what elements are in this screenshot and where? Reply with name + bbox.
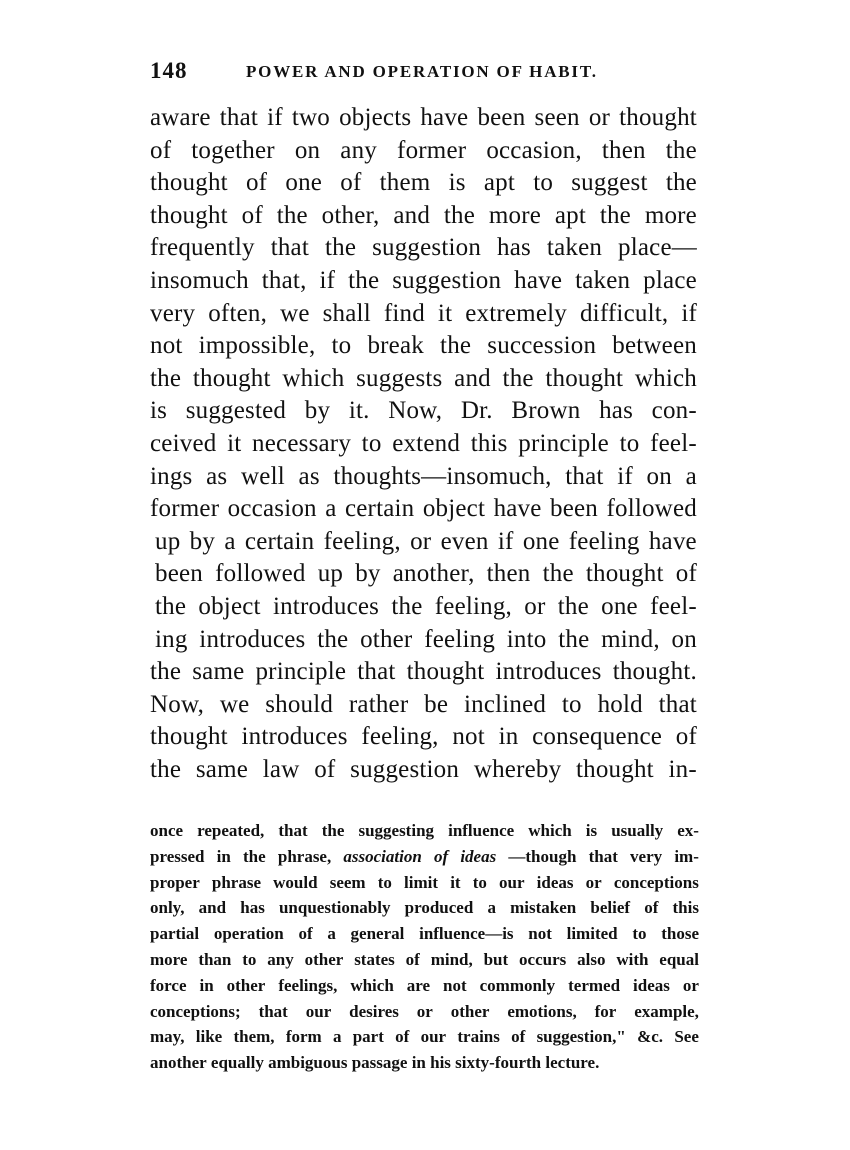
footnote-line: another equally ambiguous passage in his sixty-fourth lecture. xyxy=(150,1053,600,1073)
footnote-line: partial operation of a general influence—is not limited to those xyxy=(150,924,699,944)
body-line: not impossible, to break the succession between xyxy=(150,332,697,360)
body-line: thought of the other, and the more apt the more xyxy=(150,201,697,229)
body-line: is suggested by it. Now, Dr. Brown has con- xyxy=(150,397,697,425)
footnote-line: only, and has unquestionably produced a mistaken belief of this xyxy=(150,898,699,918)
body-line: frequently that the suggestion has taken place— xyxy=(150,234,697,262)
body-line: very often, we shall find it extremely difficult, if xyxy=(150,299,697,327)
footnote-line: force in other feelings, which are not commonly termed ideas or xyxy=(150,975,699,995)
body-line: ings as well as thoughts—insomuch, that if on a xyxy=(150,462,697,490)
body-line: been followed up by another, then the thought of xyxy=(155,560,697,588)
body-line: Now, we should rather be inclined to hold that xyxy=(150,690,697,718)
body-line: up by a certain feeling, or even if one feeling have xyxy=(155,527,697,555)
footnote-line: more than to any other states of mind, but occurs also with equal xyxy=(150,950,699,969)
footnote-line: may, like them, form a part of our trains of suggestion," &c. See xyxy=(150,1027,699,1047)
footnote-line: conceptions; that our desires or other emotions, for example, xyxy=(150,1001,699,1021)
body-line: thought of one of them is apt to suggest the xyxy=(150,169,697,197)
body-line: aware that if two objects have been seen or thought xyxy=(150,104,697,131)
footnote-line: proper phrase would seem to limit it to our ideas or conceptions xyxy=(150,872,699,892)
page-number: 148 xyxy=(150,58,188,83)
body-line: former occasion a certain object have been followed xyxy=(150,495,697,523)
body-line: of together on any former occasion, then the xyxy=(150,136,697,164)
footnote-line: pressed in the phrase, association of ideas —though that very im- xyxy=(150,846,699,866)
body-line: the same law of suggestion whereby thought in- xyxy=(150,756,697,783)
body-line: the same principle that thought introduces thought. xyxy=(150,658,697,686)
page-header xyxy=(150,58,710,88)
body-line: thought introduces feeling, not in consequence of xyxy=(150,723,697,751)
body-line: the object introduces the feeling, or the one feel- xyxy=(155,593,697,620)
body-line: the thought which suggests and the thought which xyxy=(150,364,697,392)
body-line: ing introduces the other feeling into the mind, on xyxy=(155,625,697,653)
running-head: POWER AND OPERATION OF HABIT. xyxy=(246,62,598,81)
body-line: insomuch that, if the suggestion have taken place xyxy=(150,267,697,294)
body-line: ceived it necessary to extend this principle to feel- xyxy=(150,430,697,457)
footnote-line: once repeated, that the suggesting influence which is usually ex- xyxy=(150,821,699,840)
